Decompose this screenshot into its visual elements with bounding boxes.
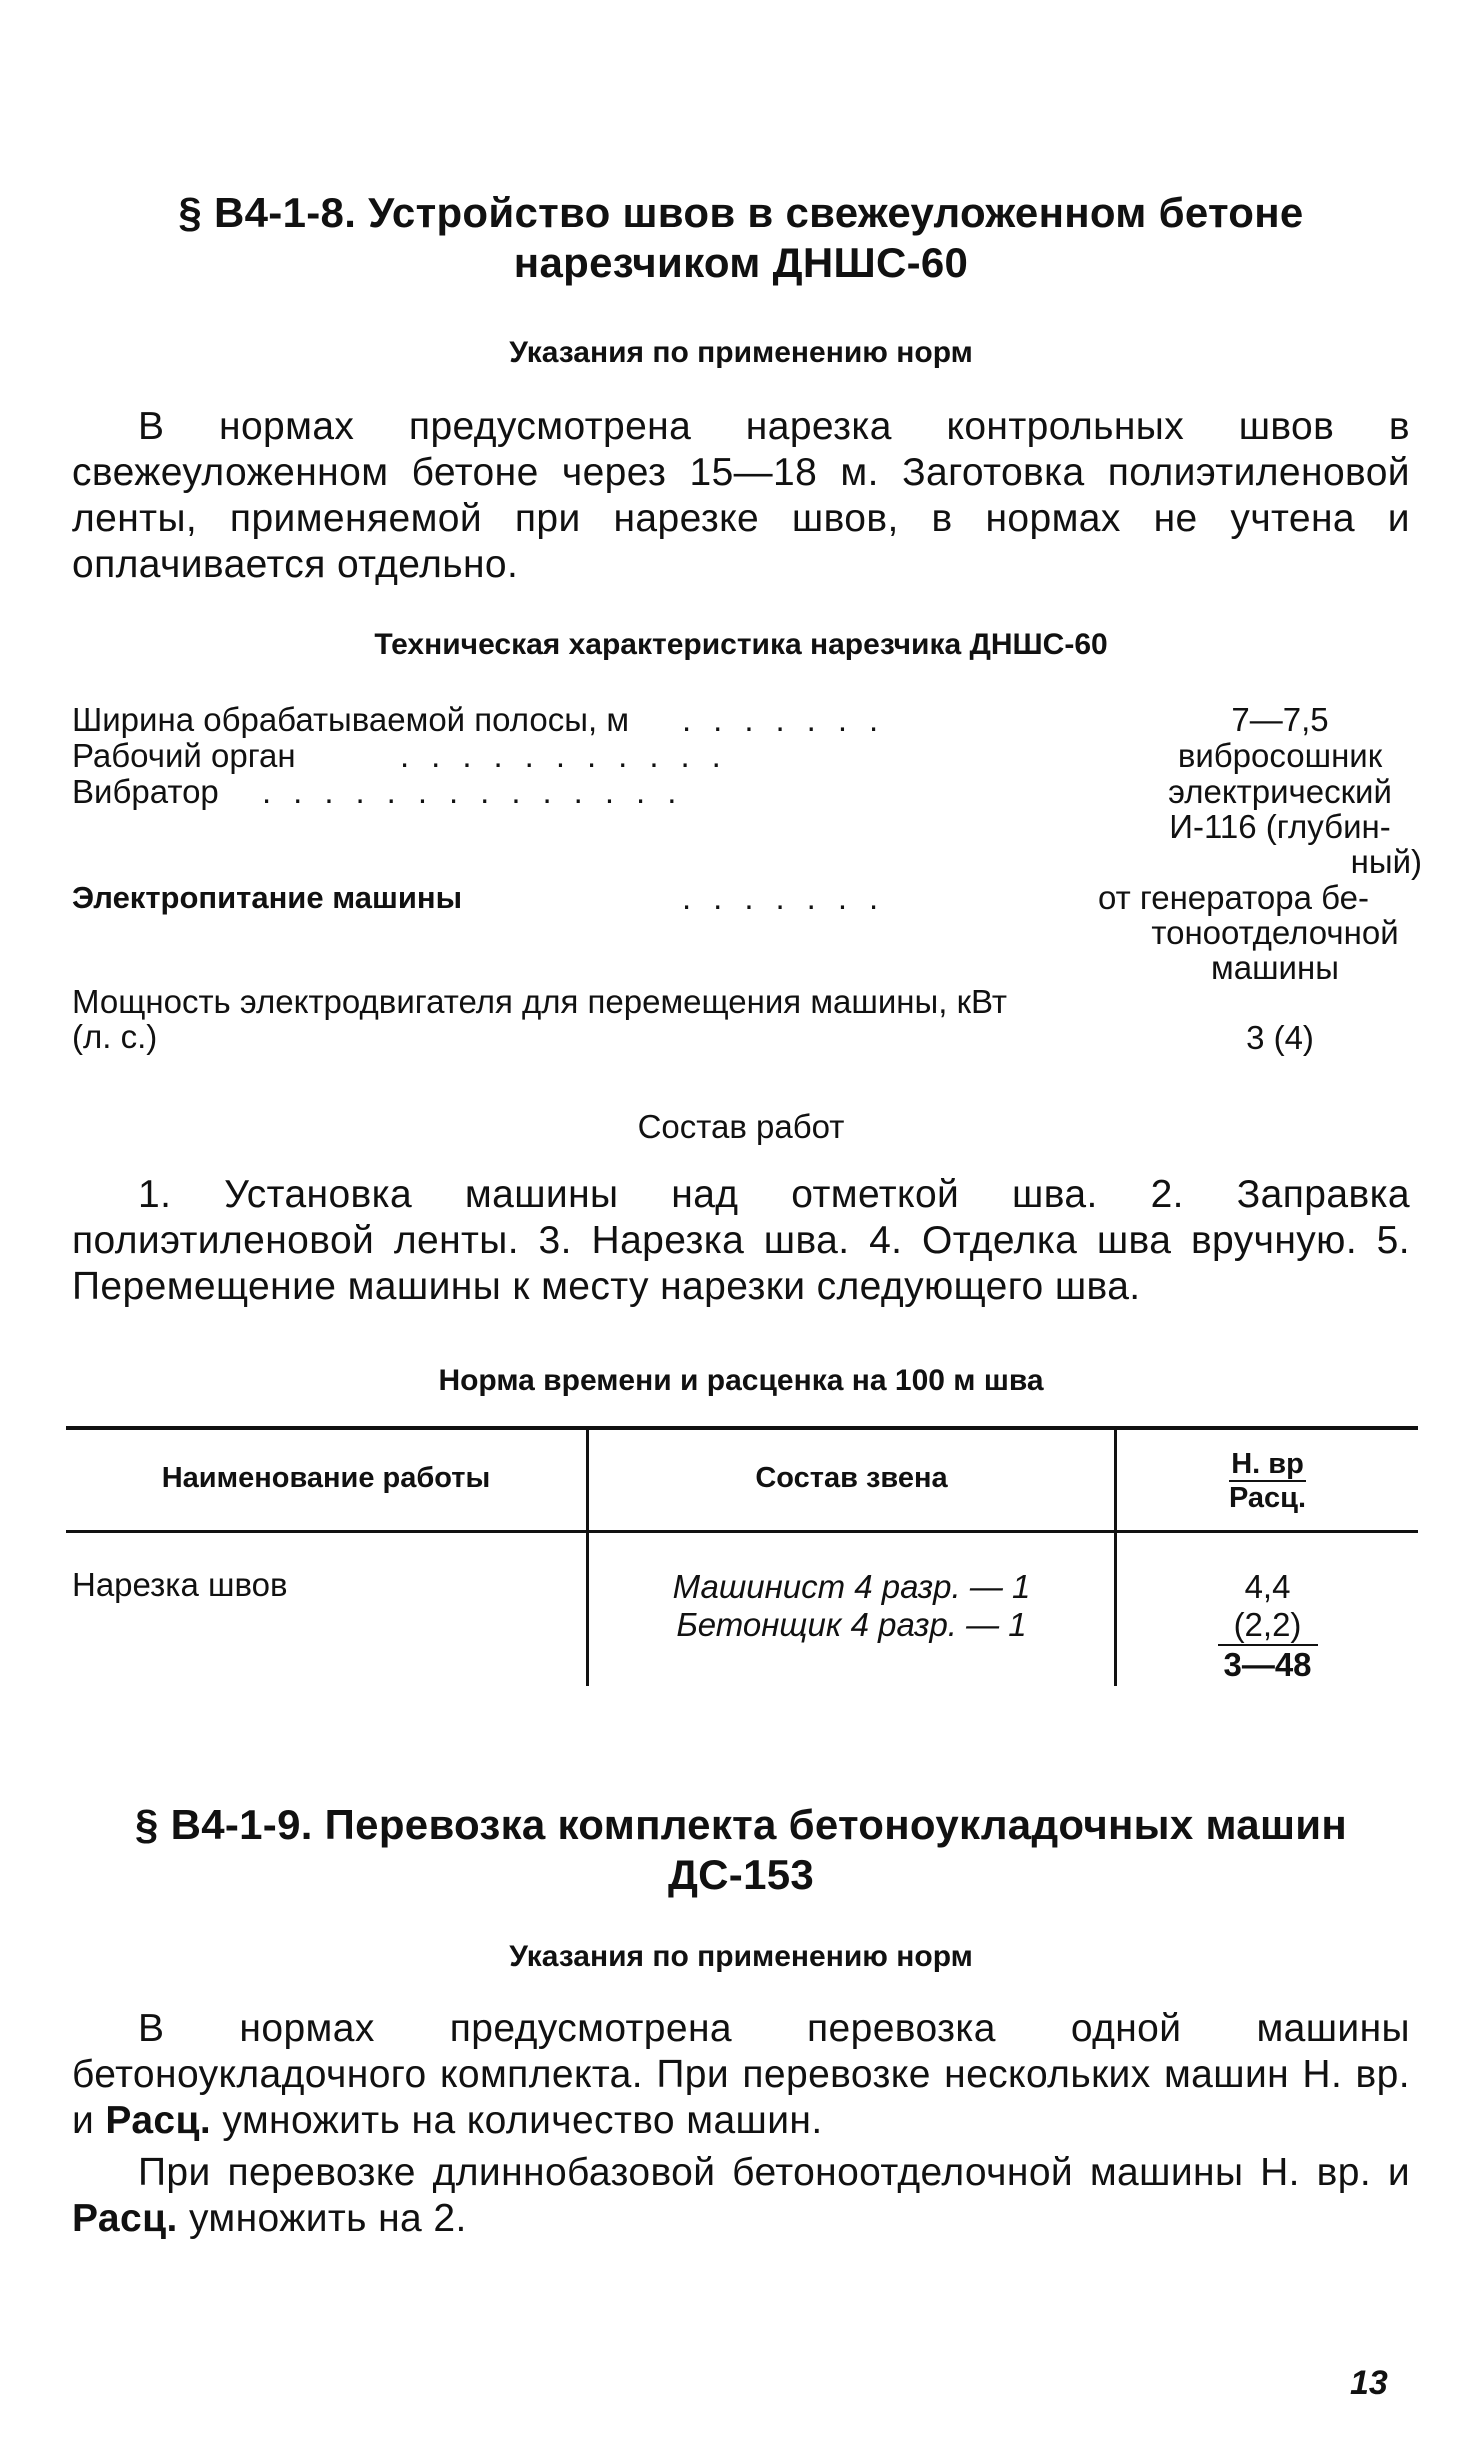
header-norm (1117, 1448, 1418, 1514)
spec-value: 3 (4) (1246, 1019, 1314, 1056)
header-norm-time: Н. вр (1229, 1448, 1306, 1482)
norm-price-fraction (1229, 1448, 1306, 1514)
spec-leader: ........... (400, 737, 743, 774)
spec-value-line: электрический (1168, 773, 1392, 810)
spec-label-line: Мощность электродвигателя для перемещения машины, кВт (72, 983, 1008, 1020)
norm-paren-value: (2,2) (1218, 1606, 1318, 1646)
norm-heading: Норма времени и расценка на 100 м шва (438, 1364, 1044, 1397)
norm-value: 4,4 (1244, 1568, 1291, 1605)
spec-heading: Техническая характеристика нарезчика ДНШС-60 (374, 628, 1108, 661)
paragraph-text: умножить на количество машин. (211, 2099, 823, 2142)
paragraph-text: умножить на 2. (177, 2197, 467, 2240)
cell-norm (1117, 1568, 1418, 1684)
section-title-line2: ДС-153 (667, 1851, 815, 1898)
spec-value: вибросошник (1177, 737, 1383, 774)
section-title-line1: § В4-1-8. Устройство швов в свежеуложенном бетоне (178, 189, 1304, 236)
crew-line: Машинист 4 разр. — 1 (672, 1568, 1031, 1605)
guidance-heading: Указания по применению норм (509, 1940, 973, 1973)
transport-paragraph-1 (72, 2006, 1410, 2144)
spec-value-line: ный) (1350, 843, 1422, 880)
header-price: Расц. (1228, 1482, 1307, 1514)
spec-value-line: от генератора бе- (1098, 879, 1369, 916)
spec-value-line: машины (1211, 949, 1339, 986)
section-title-line2: нарезчиком ДНШС-60 (513, 239, 969, 286)
paragraph-bold: Расц. (72, 2197, 178, 2240)
guidance-text: В нормах предусмотрена нарезка контрольных швов в свежеуложенном бетоне через 15—18 м. Заготовка полиэтиленовой ленты, применяемой при нарезке швов, в нормах не учтена и оплачивается отдельно. (72, 405, 1410, 586)
work-heading: Состав работ (637, 1108, 845, 1145)
paragraph-text: В нормах предусмотрена перевозка одной машины бетоноукладочного комплекта. При перевозке нескольких машин Н. вр. и (72, 2007, 1410, 2142)
spec-label: Ширина обрабатываемой полосы, м (72, 701, 630, 738)
spec-value: 7—7,5 (1231, 701, 1329, 738)
guidance-heading: Указания по применению норм (509, 336, 973, 369)
section-title-line1: § В4-1-9. Перевозка комплекта бетоноукладочных машин (134, 1801, 1348, 1848)
paragraph-text: При перевозке длиннобазовой бетоноотделочной машины Н. вр. и (138, 2151, 1410, 2194)
spec-leader: ....... (682, 879, 901, 916)
spec-label: Вибратор (72, 773, 219, 810)
work-text: 1. Установка машины над отметкой шва. 2. Заправка полиэтиленовой ленты. 3. Нарезка шва. 4. Отделка шва вручную. 5. Перемещение машины к месту нарезки следующего шва. (72, 1173, 1410, 1308)
header-crew: Состав звена (755, 1462, 948, 1494)
cell-crew (589, 1568, 1114, 1644)
spec-leader: ....... (682, 701, 901, 738)
transport-paragraph-2 (72, 2150, 1410, 2242)
spec-label: Электропитание машины (72, 880, 463, 915)
spec-label-line: (л. с.) (72, 1018, 158, 1055)
price-value: 3—48 (1223, 1646, 1312, 1683)
spec-value-line: тоноотделочной (1151, 914, 1399, 951)
crew-line: Бетонщик 4 разр. — 1 (676, 1606, 1027, 1643)
paragraph-bold: Расц. (105, 2099, 212, 2142)
spec-label: Рабочий орган (72, 737, 296, 774)
spec-leader: .............. (262, 773, 699, 810)
section-title (60, 1800, 1422, 1900)
page-number: 13 (1350, 2364, 1388, 2402)
table-top-rule (66, 1426, 1418, 1430)
spec-value-line: И-116 (глубин- (1169, 808, 1391, 845)
header-work: Наименование работы (161, 1462, 491, 1494)
table-header-rule (66, 1530, 1418, 1533)
cell-work: Нарезка швов (72, 1566, 288, 1603)
norm-fraction (1218, 1606, 1318, 1684)
